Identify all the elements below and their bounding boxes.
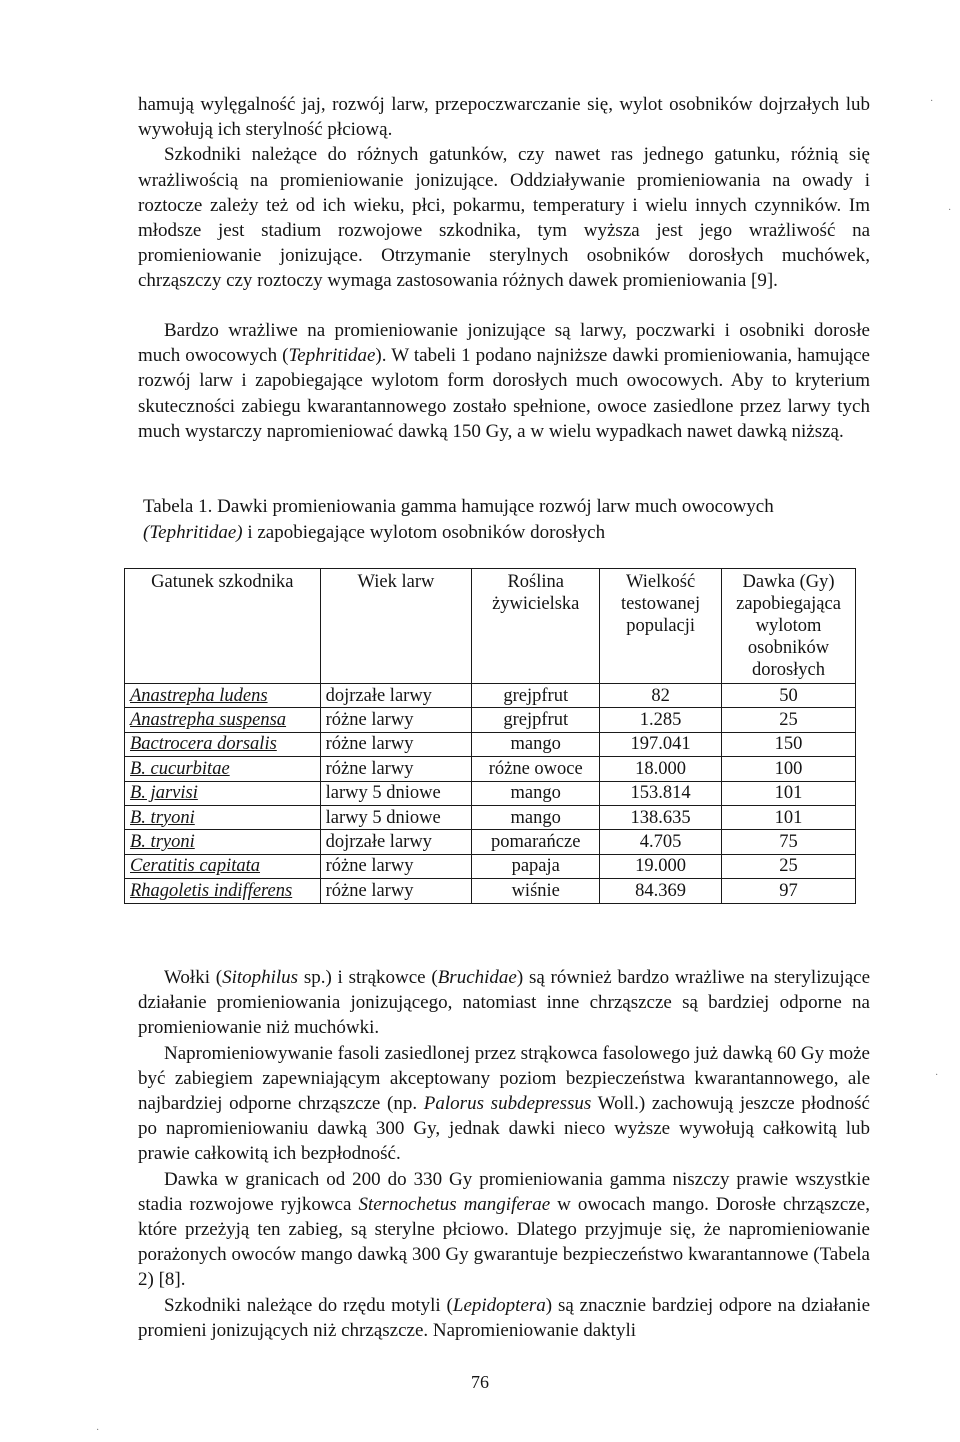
- cell-larval-age: różne larwy: [320, 757, 472, 781]
- header-host-plant: Roślina żywicielska: [472, 569, 600, 684]
- cell-dose: 25: [722, 708, 856, 732]
- cell-host-plant: grejpfrut: [472, 684, 600, 708]
- table-header-row: [125, 569, 856, 684]
- cell-population-size: 82: [600, 684, 722, 708]
- cell-dose: 100: [722, 757, 856, 781]
- p3-text: sp.) i strąkowce (: [298, 967, 438, 988]
- table-row: [125, 708, 856, 732]
- table-row: [125, 879, 856, 903]
- cell-host-plant: wiśnie: [472, 879, 600, 903]
- cell-larval-age: różne larwy: [320, 732, 472, 756]
- table-row: [125, 805, 856, 829]
- cell-population-size: 19.000: [600, 854, 722, 878]
- taxon-name: Bruchidae: [437, 967, 517, 988]
- cell-population-size: 197.041: [600, 732, 722, 756]
- table-row: [125, 830, 856, 854]
- scan-speck: ·: [935, 1070, 939, 1081]
- paragraph-2-text-a: Bardzo wrażliwe na promieniowanie jonizujące są larwy, poczwarki i osobniki dorosłe much owocowych (: [138, 320, 870, 367]
- cell-species: Rhagoletis indifferens: [125, 879, 321, 903]
- taxon-name: Sternochetus mangiferae: [358, 1193, 551, 1215]
- table-row: [125, 684, 856, 708]
- header-population-size: Wielkość testowanej populacji: [600, 569, 722, 684]
- cell-host-plant: mango: [472, 732, 600, 756]
- table-row: [125, 757, 856, 781]
- scan-speck: ·: [96, 1425, 100, 1436]
- caption-rest: i zapobiegające wylotom osobników dorosłych: [242, 521, 606, 543]
- cell-species: Bactrocera dorsalis: [125, 732, 321, 756]
- cell-dose: 101: [722, 805, 856, 829]
- scan-speck: ·: [948, 205, 952, 216]
- cell-dose: 75: [722, 830, 856, 854]
- cell-species: Anastrepha suspensa: [125, 708, 321, 732]
- cell-species: Anastrepha ludens: [125, 684, 321, 708]
- p3-text: Woll.) zachowują jeszcze płodność po napromieniowaniu dawką 300 Gy, jednak dawki nieco wyższe wywołują całkowitą lub prawie całkowitą ich bezpłodność.: [138, 1093, 870, 1165]
- p3-text: Wołki (: [164, 967, 223, 988]
- p3-text: ) są również bardzo wrażliwe na sterylizujące działanie promieniowania jonizującego, natomiast inne chrząszcze są bardziej odporne na promieniowanie niż muchówki.: [138, 967, 870, 1039]
- table-caption-line-1: Tabela 1. Dawki promieniowania gamma hamujące rozwój larw much owocowych: [143, 496, 774, 517]
- cell-species: B. tryoni: [125, 830, 321, 854]
- p3-text: w owocach mango. Dorosłe chrząszcze, które przeżyją ten zabieg, są sterylne płciowo. Dlatego przyjmuje się, że napromieniowanie porażonych owoców mango dawką 300 Gy gwarantuje bezpieczeństwo kwarantannowe (Tabela 2) [8].: [138, 1193, 870, 1291]
- table-row: [125, 781, 856, 805]
- cell-larval-age: larwy 5 dniowe: [320, 781, 472, 805]
- table-caption: [143, 494, 873, 545]
- table-row: [125, 854, 856, 878]
- cell-population-size: 4.705: [600, 830, 722, 854]
- cell-species: B. cucurbitae: [125, 757, 321, 781]
- taxon-name: Tephritidae: [288, 345, 376, 367]
- cell-dose: 101: [722, 781, 856, 805]
- cell-population-size: 84.369: [600, 879, 722, 903]
- caption-taxon: (Tephritidae): [143, 521, 243, 543]
- cell-host-plant: grejpfrut: [472, 708, 600, 732]
- cell-dose: 97: [722, 879, 856, 903]
- cell-population-size: 1.285: [600, 708, 722, 732]
- paragraph-2: [138, 318, 870, 444]
- p3-text: ) są znacznie bardziej odpore na działanie promieni jonizujących niż chrząszcze. Napromieniowanie daktyli: [138, 1294, 870, 1341]
- paragraph-1-line-2: Szkodniki należące do różnych gatunków, czy nawet ras jednego gatunku, różnią się wrażliwością na promieniowanie jonizujące. Oddziaływanie promieniowania na owady i roztocze zależy też od ich wieku, płci, pokarmu, temperatury i wielu innych czynników. Im młodsze jest stadium rozwojowe szkodnika, tym wyższa jest jego wrażliwość na promieniowanie jonizujące. Otrzymanie sterylnych osobników dorosłych muchówek, chrząszczy czy roztoczy wymaga zastosowania różnych dawek promieniowania [9].: [138, 144, 870, 292]
- cell-host-plant: pomarańcze: [472, 830, 600, 854]
- cell-larval-age: różne larwy: [320, 879, 472, 903]
- header-dose: Dawka (Gy) zapobiegająca wylotom osobników dorosłych: [722, 569, 856, 684]
- cell-host-plant: mango: [472, 805, 600, 829]
- cell-host-plant: różne owoce: [472, 757, 600, 781]
- cell-species: B. tryoni: [125, 805, 321, 829]
- taxon-name: Palorus subdepressus: [423, 1093, 592, 1115]
- paragraph-2-text-b: ). W tabeli 1 podano najniższe dawki promieniowania, hamujące rozwój larw i zapobiegające wylotom form dorosłych much owocowych. Aby to kryterium skuteczności zabiegu kwarantannowego zostało spełnione, owoce zasiedlone przez larwy tych much wystarczy napromieniować dawką 150 Gy, a w wielu wypadkach nawet dawką niższą.: [138, 345, 870, 442]
- cell-population-size: 18.000: [600, 757, 722, 781]
- paragraph-1-line-1: hamują wylęgalność jaj, rozwój larw, przepoczwarczanie się, wylot osobników dojrzałych lub wywołują ich sterylność płciową.: [138, 94, 870, 141]
- cell-larval-age: różne larwy: [320, 708, 472, 732]
- cell-host-plant: papaja: [472, 854, 600, 878]
- cell-larval-age: larwy 5 dniowe: [320, 805, 472, 829]
- cell-larval-age: dojrzałe larwy: [320, 684, 472, 708]
- page-number: 76: [471, 1372, 489, 1392]
- cell-species: B. jarvisi: [125, 781, 321, 805]
- cell-dose: 50: [722, 684, 856, 708]
- header-larval-age: Wiek larw: [320, 569, 472, 684]
- p3-text: Napromieniowywanie fasoli zasiedlonej przez strąkowca fasolowego już dawką 60 Gy może być zabiegiem zapewniającym akceptowany poziom bezpieczeństwa kwarantannowego, ale najbardziej odporne chrząszcze (np.: [138, 1042, 870, 1115]
- cell-host-plant: mango: [472, 781, 600, 805]
- table-row: [125, 732, 856, 756]
- cell-larval-age: dojrzałe larwy: [320, 830, 472, 854]
- scan-speck: ·: [930, 96, 934, 107]
- cell-dose: 150: [722, 732, 856, 756]
- p3-text: Dawka w granicach od 200 do 330 Gy promieniowania gamma niszczy prawie wszystkie stadia rozwojowe ryjkowca: [138, 1168, 870, 1215]
- paragraph-3: [138, 965, 870, 1343]
- paragraph-1: [138, 92, 870, 294]
- table-caption-line-2: [143, 520, 873, 546]
- cell-population-size: 138.635: [600, 805, 722, 829]
- cell-larval-age: różne larwy: [320, 854, 472, 878]
- cell-population-size: 153.814: [600, 781, 722, 805]
- p3-text: Szkodniki należące do rzędu motyli (: [164, 1294, 453, 1316]
- taxon-name: Sitophilus: [222, 967, 299, 988]
- dose-table: [124, 568, 856, 904]
- cell-dose: 25: [722, 854, 856, 878]
- cell-species: Ceratitis capitata: [125, 854, 321, 878]
- header-species: Gatunek szkodnika: [125, 569, 321, 684]
- taxon-name: Lepidoptera: [452, 1294, 546, 1316]
